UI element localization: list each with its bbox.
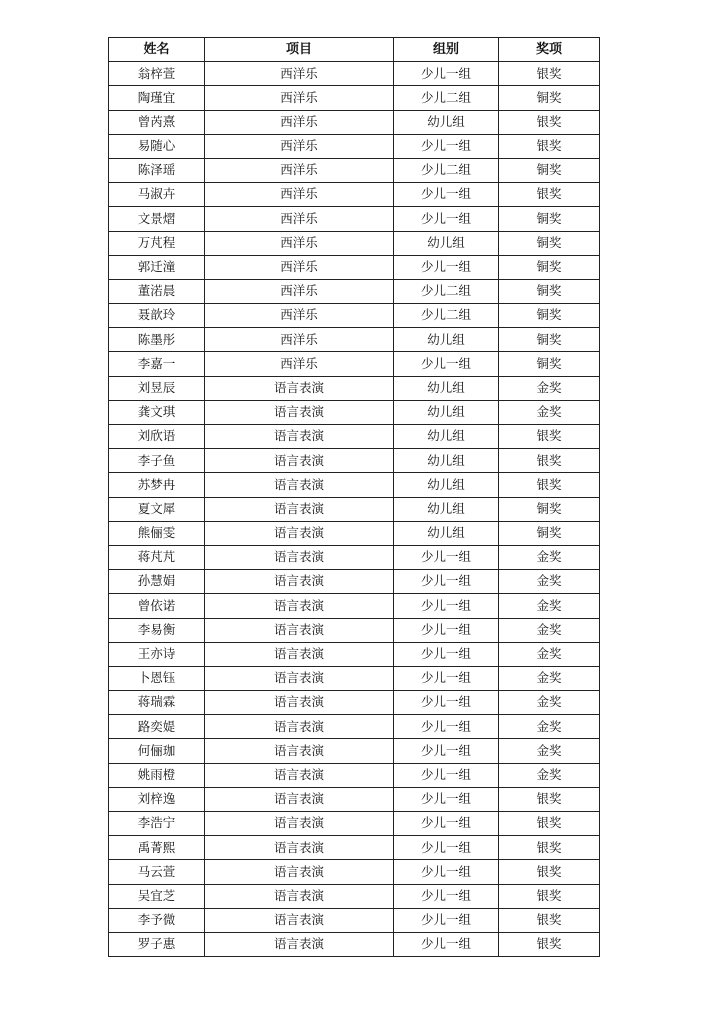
cell-award: 银奖 (499, 134, 600, 158)
cell-group: 幼儿组 (394, 231, 499, 255)
cell-project: 语言表演 (205, 860, 394, 884)
table-body (109, 62, 600, 957)
header-row (109, 38, 600, 62)
table-row (109, 666, 600, 690)
cell-name: 罗子惠 (109, 932, 205, 956)
cell-group: 少儿二组 (394, 304, 499, 328)
cell-name: 蒋瑞霖 (109, 691, 205, 715)
table-row (109, 787, 600, 811)
cell-award: 金奖 (499, 763, 600, 787)
table-row (109, 691, 600, 715)
cell-award: 银奖 (499, 425, 600, 449)
cell-name: 李易衡 (109, 618, 205, 642)
table-row (109, 400, 600, 424)
cell-group: 少儿二组 (394, 86, 499, 110)
cell-name: 马云萱 (109, 860, 205, 884)
cell-group: 少儿一组 (394, 255, 499, 279)
cell-group: 少儿一组 (394, 594, 499, 618)
table-row (109, 279, 600, 303)
cell-project: 语言表演 (205, 666, 394, 690)
table-row (109, 255, 600, 279)
cell-name: 蒋芃芃 (109, 545, 205, 569)
cell-award: 铜奖 (499, 279, 600, 303)
cell-award: 金奖 (499, 666, 600, 690)
table-row (109, 304, 600, 328)
cell-award: 铜奖 (499, 328, 600, 352)
cell-name: 禹菁熙 (109, 836, 205, 860)
cell-project: 语言表演 (205, 715, 394, 739)
cell-project: 语言表演 (205, 570, 394, 594)
cell-award: 银奖 (499, 183, 600, 207)
cell-award: 铜奖 (499, 207, 600, 231)
cell-name: 曾芮熹 (109, 110, 205, 134)
cell-group: 少儿一组 (394, 545, 499, 569)
table-row (109, 158, 600, 182)
cell-project: 西洋乐 (205, 279, 394, 303)
table-row (109, 62, 600, 86)
cell-award: 银奖 (499, 787, 600, 811)
cell-name: 聂歆玲 (109, 304, 205, 328)
cell-name: 夏文犀 (109, 497, 205, 521)
table-row (109, 932, 600, 956)
cell-name: 易随心 (109, 134, 205, 158)
cell-project: 语言表演 (205, 739, 394, 763)
cell-name: 吴宜芝 (109, 884, 205, 908)
cell-award: 金奖 (499, 691, 600, 715)
cell-group: 少儿一组 (394, 207, 499, 231)
cell-award: 金奖 (499, 594, 600, 618)
cell-project: 语言表演 (205, 376, 394, 400)
cell-name: 文景熠 (109, 207, 205, 231)
table-row (109, 183, 600, 207)
table-row (109, 618, 600, 642)
header-award: 奖项 (499, 38, 600, 62)
table-row (109, 376, 600, 400)
cell-project: 西洋乐 (205, 183, 394, 207)
cell-name: 何俪珈 (109, 739, 205, 763)
cell-project: 西洋乐 (205, 134, 394, 158)
cell-group: 少儿一组 (394, 691, 499, 715)
cell-project: 西洋乐 (205, 110, 394, 134)
cell-project: 西洋乐 (205, 86, 394, 110)
cell-group: 幼儿组 (394, 400, 499, 424)
cell-award: 铜奖 (499, 521, 600, 545)
cell-award: 金奖 (499, 570, 600, 594)
cell-group: 少儿一组 (394, 352, 499, 376)
table-row (109, 231, 600, 255)
cell-project: 语言表演 (205, 932, 394, 956)
cell-name: 李子鱼 (109, 449, 205, 473)
cell-project: 语言表演 (205, 400, 394, 424)
table-row (109, 642, 600, 666)
cell-group: 幼儿组 (394, 473, 499, 497)
cell-project: 西洋乐 (205, 352, 394, 376)
cell-name: 郭迁潼 (109, 255, 205, 279)
cell-name: 陶瑾宜 (109, 86, 205, 110)
cell-award: 铜奖 (499, 86, 600, 110)
cell-award: 铜奖 (499, 497, 600, 521)
cell-name: 龚文琪 (109, 400, 205, 424)
cell-project: 西洋乐 (205, 231, 394, 255)
table-row (109, 473, 600, 497)
cell-name: 马淑卉 (109, 183, 205, 207)
cell-award: 金奖 (499, 545, 600, 569)
cell-project: 语言表演 (205, 473, 394, 497)
cell-award: 银奖 (499, 812, 600, 836)
cell-group: 幼儿组 (394, 425, 499, 449)
cell-project: 西洋乐 (205, 304, 394, 328)
cell-project: 语言表演 (205, 642, 394, 666)
cell-award: 银奖 (499, 836, 600, 860)
table-row (109, 739, 600, 763)
cell-award: 铜奖 (499, 231, 600, 255)
cell-award: 银奖 (499, 908, 600, 932)
cell-project: 语言表演 (205, 497, 394, 521)
cell-project: 西洋乐 (205, 255, 394, 279)
cell-group: 少儿一组 (394, 134, 499, 158)
table-row (109, 352, 600, 376)
cell-name: 孙慧娟 (109, 570, 205, 594)
cell-award: 银奖 (499, 884, 600, 908)
cell-project: 语言表演 (205, 594, 394, 618)
cell-group: 少儿一组 (394, 860, 499, 884)
cell-name: 刘昱辰 (109, 376, 205, 400)
cell-name: 陈泽瑶 (109, 158, 205, 182)
cell-group: 少儿一组 (394, 836, 499, 860)
cell-project: 语言表演 (205, 787, 394, 811)
cell-name: 李嘉一 (109, 352, 205, 376)
cell-award: 银奖 (499, 110, 600, 134)
cell-name: 翁梓萱 (109, 62, 205, 86)
cell-group: 少儿一组 (394, 62, 499, 86)
cell-name: 苏梦冉 (109, 473, 205, 497)
cell-project: 西洋乐 (205, 62, 394, 86)
cell-award: 金奖 (499, 400, 600, 424)
table-row (109, 86, 600, 110)
cell-project: 西洋乐 (205, 158, 394, 182)
cell-group: 少儿一组 (394, 763, 499, 787)
cell-project: 语言表演 (205, 763, 394, 787)
cell-project: 语言表演 (205, 884, 394, 908)
table-row (109, 836, 600, 860)
table-header (109, 38, 600, 62)
cell-award: 银奖 (499, 62, 600, 86)
cell-award: 金奖 (499, 642, 600, 666)
cell-award: 金奖 (499, 739, 600, 763)
cell-group: 少儿一组 (394, 932, 499, 956)
table-row (109, 715, 600, 739)
header-name: 姓名 (109, 38, 205, 62)
cell-group: 幼儿组 (394, 521, 499, 545)
cell-name: 陈墨彤 (109, 328, 205, 352)
cell-group: 幼儿组 (394, 376, 499, 400)
table-row (109, 763, 600, 787)
cell-group: 少儿一组 (394, 618, 499, 642)
cell-award: 银奖 (499, 932, 600, 956)
cell-group: 少儿一组 (394, 739, 499, 763)
cell-group: 幼儿组 (394, 328, 499, 352)
cell-group: 少儿一组 (394, 570, 499, 594)
cell-award: 铜奖 (499, 255, 600, 279)
cell-award: 金奖 (499, 618, 600, 642)
cell-name: 董渃晨 (109, 279, 205, 303)
cell-group: 少儿二组 (394, 279, 499, 303)
cell-group: 少儿一组 (394, 812, 499, 836)
cell-name: 刘欣语 (109, 425, 205, 449)
header-project: 项目 (205, 38, 394, 62)
cell-name: 姚雨橙 (109, 763, 205, 787)
table-row (109, 449, 600, 473)
table-row (109, 908, 600, 932)
cell-name: 路奕媞 (109, 715, 205, 739)
table-row (109, 570, 600, 594)
cell-project: 西洋乐 (205, 328, 394, 352)
cell-group: 少儿二组 (394, 158, 499, 182)
cell-group: 幼儿组 (394, 449, 499, 473)
cell-award: 银奖 (499, 860, 600, 884)
table-row (109, 328, 600, 352)
cell-group: 幼儿组 (394, 497, 499, 521)
cell-project: 语言表演 (205, 425, 394, 449)
cell-project: 语言表演 (205, 618, 394, 642)
award-table (108, 37, 600, 957)
header-group: 组别 (394, 38, 499, 62)
cell-project: 语言表演 (205, 449, 394, 473)
table-row (109, 884, 600, 908)
cell-name: 曾依诺 (109, 594, 205, 618)
cell-group: 少儿一组 (394, 787, 499, 811)
cell-award: 银奖 (499, 449, 600, 473)
cell-group: 少儿一组 (394, 642, 499, 666)
cell-name: 刘梓逸 (109, 787, 205, 811)
cell-group: 少儿一组 (394, 666, 499, 690)
table-row (109, 425, 600, 449)
cell-project: 语言表演 (205, 521, 394, 545)
table-row (109, 110, 600, 134)
cell-name: 万芃程 (109, 231, 205, 255)
cell-group: 少儿一组 (394, 884, 499, 908)
table-row (109, 594, 600, 618)
cell-award: 银奖 (499, 473, 600, 497)
table-row (109, 134, 600, 158)
table-row (109, 860, 600, 884)
table-row (109, 812, 600, 836)
table-row (109, 545, 600, 569)
table-row (109, 207, 600, 231)
cell-group: 少儿一组 (394, 183, 499, 207)
cell-name: 熊俪雯 (109, 521, 205, 545)
cell-award: 铜奖 (499, 304, 600, 328)
cell-group: 少儿一组 (394, 908, 499, 932)
cell-project: 语言表演 (205, 545, 394, 569)
cell-name: 李予微 (109, 908, 205, 932)
cell-award: 铜奖 (499, 158, 600, 182)
cell-award: 金奖 (499, 376, 600, 400)
cell-project: 语言表演 (205, 836, 394, 860)
cell-award: 铜奖 (499, 352, 600, 376)
cell-project: 语言表演 (205, 812, 394, 836)
cell-name: 王亦诗 (109, 642, 205, 666)
cell-project: 语言表演 (205, 908, 394, 932)
cell-group: 少儿一组 (394, 715, 499, 739)
cell-award: 金奖 (499, 715, 600, 739)
table-row (109, 497, 600, 521)
cell-project: 语言表演 (205, 691, 394, 715)
cell-name: 李浩宁 (109, 812, 205, 836)
cell-name: 卜恩钰 (109, 666, 205, 690)
cell-group: 幼儿组 (394, 110, 499, 134)
cell-project: 西洋乐 (205, 207, 394, 231)
table-row (109, 521, 600, 545)
